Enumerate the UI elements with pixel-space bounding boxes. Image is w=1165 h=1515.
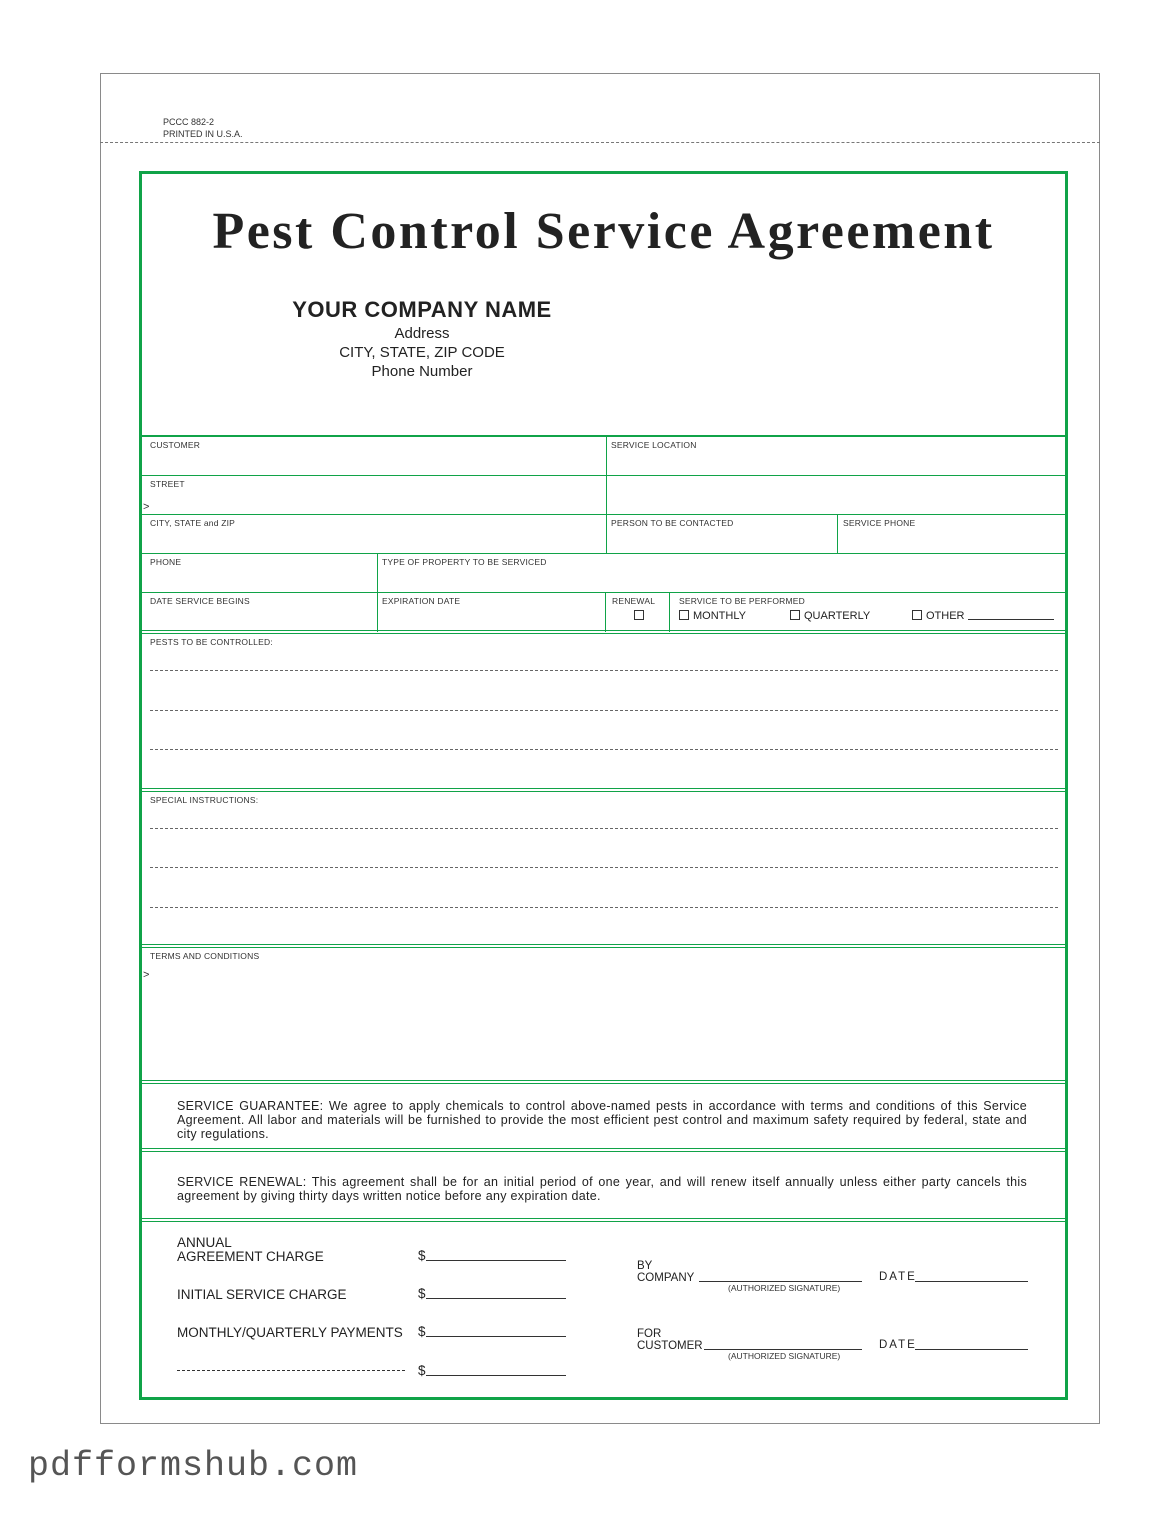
pests-label: PESTS TO BE CONTROLLED: bbox=[150, 637, 273, 647]
renewal-label: RENEWAL bbox=[612, 596, 656, 606]
custom-charge-line[interactable] bbox=[426, 1375, 566, 1376]
terms-marker: > bbox=[143, 969, 150, 981]
divider-row-1 bbox=[142, 475, 1065, 476]
company-authorized-caption: (AUTHORIZED SIGNATURE) bbox=[728, 1283, 841, 1293]
monthly-label: MONTHLY bbox=[693, 610, 746, 622]
quarterly-checkbox[interactable] bbox=[790, 610, 870, 622]
service-performed-label: SERVICE TO BE PERFORMED bbox=[679, 596, 805, 606]
date-begins-field[interactable]: DATE SERVICE BEGINS bbox=[150, 596, 250, 606]
document-title: Pest Control Service Agreement bbox=[212, 203, 995, 260]
annual-charge-field[interactable] bbox=[418, 1248, 566, 1263]
divider-charges bbox=[142, 1218, 1065, 1222]
agreement-frame bbox=[139, 171, 1068, 1400]
currency-sign: $ bbox=[418, 1324, 426, 1339]
divider-guarantee bbox=[142, 1080, 1065, 1084]
payments-field[interactable] bbox=[418, 1324, 566, 1339]
phone-field[interactable]: PHONE bbox=[150, 557, 182, 567]
annual-label-line2: AGREEMENT CHARGE bbox=[177, 1249, 324, 1264]
printed-in-label: PRINTED IN U.S.A. bbox=[163, 129, 243, 139]
customer-date-label: DATE bbox=[879, 1339, 917, 1351]
service-phone-field[interactable]: SERVICE PHONE bbox=[843, 518, 916, 528]
customer-signature-label bbox=[637, 1328, 703, 1352]
vdivider-renewal bbox=[605, 592, 606, 632]
pests-line-1[interactable] bbox=[150, 670, 1058, 671]
quarterly-label: QUARTERLY bbox=[804, 610, 871, 622]
service-renewal-text: SERVICE RENEWAL: This agreement shall be for an initial period of one year, and will renew itself annually unless either party cancels this agreement by giving thirty days written notice before any expiration date. bbox=[177, 1175, 1027, 1203]
divider-special bbox=[142, 788, 1065, 792]
divider-terms bbox=[142, 944, 1065, 948]
company-city-state-zip: CITY, STATE, ZIP CODE bbox=[339, 344, 505, 361]
company-name: YOUR COMPANY NAME bbox=[292, 297, 552, 322]
customer-authorized-caption: (AUTHORIZED SIGNATURE) bbox=[728, 1351, 841, 1361]
pests-line-2[interactable] bbox=[150, 710, 1058, 711]
vdivider-property bbox=[377, 553, 378, 632]
monthly-checkbox[interactable] bbox=[679, 610, 746, 622]
perforation-line bbox=[100, 142, 1100, 143]
divider-row-2 bbox=[142, 514, 1065, 515]
currency-sign: $ bbox=[418, 1248, 426, 1263]
city-state-zip-field[interactable]: CITY, STATE and ZIP bbox=[150, 518, 236, 528]
annual-charge-line[interactable] bbox=[426, 1260, 566, 1261]
renewal-checkbox[interactable] bbox=[634, 610, 648, 622]
service-guarantee-text: SERVICE GUARANTEE: We agree to apply chemicals to control above-named pests in accordance with terms and conditions of this Service Agreement. All labor and materials will be furnished to provide the most efficient pest control and maximum safety required by federal, state and city regulations. bbox=[177, 1099, 1027, 1141]
company-signature-label bbox=[637, 1260, 694, 1284]
form-code bbox=[163, 116, 243, 140]
checkbox-icon bbox=[679, 610, 689, 620]
vdivider-location bbox=[606, 436, 607, 554]
special-line-2[interactable] bbox=[150, 867, 1058, 868]
initial-charge-label: INITIAL SERVICE CHARGE bbox=[177, 1287, 347, 1302]
special-line-1[interactable] bbox=[150, 828, 1058, 829]
custom-charge-field[interactable] bbox=[418, 1363, 566, 1378]
company-block bbox=[262, 296, 582, 381]
person-to-contact-field[interactable]: PERSON TO BE CONTACTED bbox=[611, 518, 734, 528]
vdivider-service-performed bbox=[669, 592, 670, 632]
checkbox-icon bbox=[790, 610, 800, 620]
customer-date-line[interactable] bbox=[915, 1349, 1028, 1350]
expiration-date-field[interactable]: EXPIRATION DATE bbox=[382, 596, 461, 606]
customer-field[interactable]: CUSTOMER bbox=[150, 440, 201, 450]
company-phone: Phone Number bbox=[371, 363, 473, 380]
custom-charge-label-line[interactable] bbox=[177, 1370, 405, 1371]
pests-line-3[interactable] bbox=[150, 749, 1058, 750]
customer-label: CUSTOMER bbox=[637, 1340, 703, 1352]
checkbox-icon bbox=[634, 610, 644, 620]
special-label: SPECIAL INSTRUCTIONS: bbox=[150, 795, 259, 805]
form-code-number: PCCC 882-2 bbox=[163, 117, 215, 127]
company-address: Address bbox=[394, 325, 450, 342]
special-line-3[interactable] bbox=[150, 907, 1058, 908]
initial-charge-line[interactable] bbox=[426, 1298, 566, 1299]
other-checkbox[interactable] bbox=[912, 610, 1054, 622]
street-field[interactable]: STREET bbox=[150, 479, 185, 489]
company-date-label: DATE bbox=[879, 1271, 917, 1283]
other-fill-line[interactable] bbox=[968, 619, 1054, 620]
payments-label: MONTHLY/QUARTERLY PAYMENTS bbox=[177, 1325, 403, 1340]
currency-sign: $ bbox=[418, 1363, 426, 1378]
by-label: BY bbox=[637, 1260, 653, 1272]
terms-label: TERMS AND CONDITIONS bbox=[150, 951, 260, 961]
annual-charge-label bbox=[177, 1236, 324, 1264]
checkbox-icon bbox=[912, 610, 922, 620]
divider-row-4 bbox=[142, 592, 1065, 593]
watermark: pdfformshub.com bbox=[28, 1446, 359, 1486]
payments-line[interactable] bbox=[426, 1336, 566, 1337]
for-label: FOR bbox=[637, 1328, 662, 1340]
divider-header bbox=[142, 435, 1065, 437]
customer-signature-line[interactable] bbox=[704, 1349, 862, 1350]
currency-sign: $ bbox=[418, 1286, 426, 1301]
divider-row-3 bbox=[142, 553, 1065, 554]
field-marker: > bbox=[143, 501, 150, 513]
other-label: OTHER bbox=[926, 610, 965, 622]
company-label: COMPANY bbox=[637, 1272, 695, 1284]
vdivider-service-phone bbox=[837, 514, 838, 554]
initial-charge-field[interactable] bbox=[418, 1286, 566, 1301]
divider-pests bbox=[142, 630, 1065, 634]
service-location-field[interactable]: SERVICE LOCATION bbox=[611, 440, 697, 450]
annual-label-line1: ANNUAL bbox=[177, 1235, 232, 1250]
divider-renewal bbox=[142, 1148, 1065, 1152]
company-signature-line[interactable] bbox=[699, 1281, 862, 1282]
property-type-field[interactable]: TYPE OF PROPERTY TO BE SERVICED bbox=[382, 557, 547, 567]
company-date-line[interactable] bbox=[915, 1281, 1028, 1282]
